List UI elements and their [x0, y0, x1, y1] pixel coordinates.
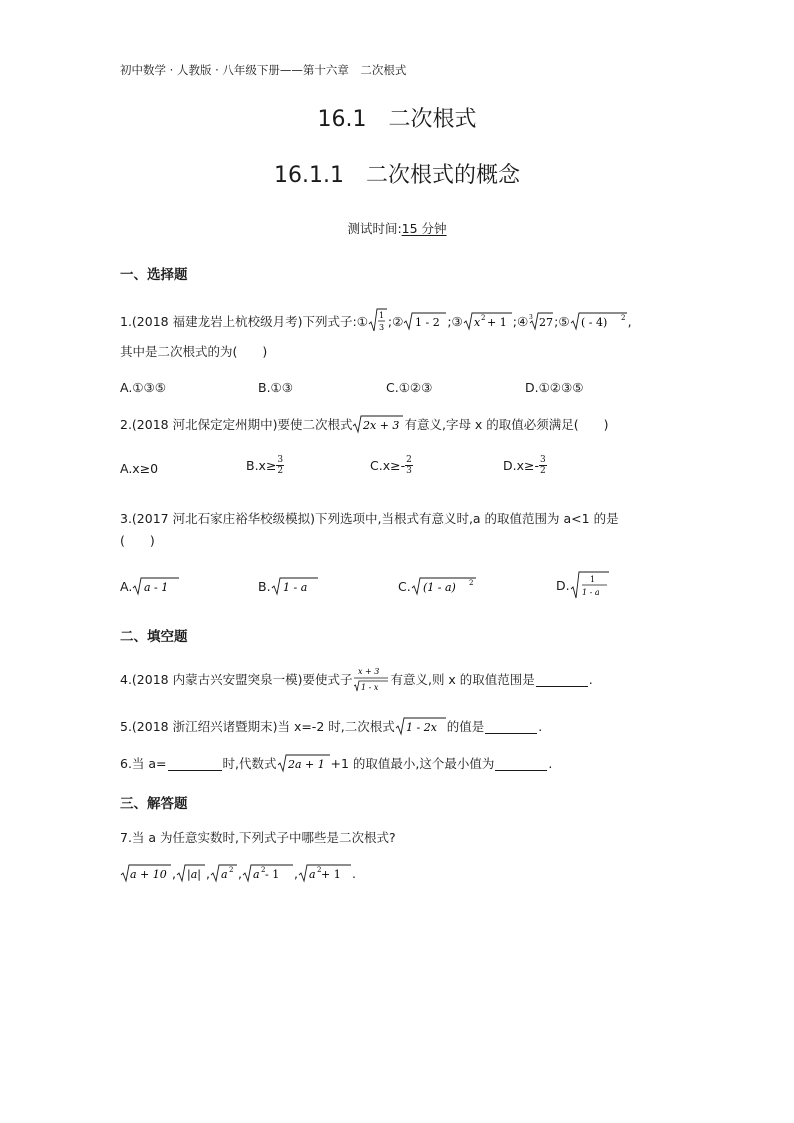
q6-end: .: [548, 755, 553, 771]
q3-option-b-label: B.: [258, 578, 271, 594]
q1-expr-2: [403, 311, 447, 331]
q3-option-d-label: D.: [556, 577, 570, 593]
svg-text:2: 2: [260, 866, 266, 874]
breadcrumb: 初中数学 · 人教版 · 八年级下册——第十六章 二次根式: [120, 63, 407, 77]
q7-r5b: + 1: [320, 868, 341, 881]
q3-option-b: [258, 576, 319, 596]
q7-sep-4: ,: [293, 865, 298, 881]
q2-option-b-label: B.x≥: [246, 458, 277, 473]
q3-option-c: [398, 576, 477, 596]
q3-radA: a - 1: [144, 581, 169, 594]
q3-radB: 1 - a: [282, 581, 307, 594]
q1-prefix: 1.(2018 福建龙岩上杭校级月考)下列式子:: [120, 314, 357, 329]
q4-suffix: 有意义,则 x 的取值范围是: [390, 672, 535, 687]
q1-end: ,: [627, 313, 632, 329]
q2-option-d-frac: [539, 455, 547, 476]
q1-mark-3: ;③: [447, 313, 463, 329]
q1-e3: x: [473, 316, 480, 329]
q7-expr-5: [298, 863, 352, 883]
q1-mark-2: ;②: [387, 313, 404, 329]
q2-c-num: 2: [406, 455, 412, 465]
q4-answer-blank: [536, 672, 588, 687]
q2-option-c-frac: [405, 455, 413, 476]
q1-mark-1: ①: [356, 313, 368, 329]
q2-d-num: 3: [539, 455, 546, 465]
q7-sep-1: ,: [172, 865, 176, 881]
section-heading-fill: 二、填空题: [120, 629, 188, 645]
q6-answer-blank-1: [168, 756, 222, 771]
question-5: [120, 715, 542, 737]
q1-mark-5: ;⑤: [554, 313, 570, 329]
q6-answer-blank-2: [495, 756, 547, 771]
q7-r3: a: [220, 868, 228, 881]
q3-numD: 1: [589, 575, 595, 584]
q1-e3b: + 1: [486, 316, 507, 329]
q1-option-d: D.①②③⑤: [525, 380, 584, 395]
question-7-expressions: [120, 862, 356, 884]
section-heading-answer: 三、解答题: [120, 796, 188, 812]
q3-option-b-expr: [271, 576, 319, 596]
q7-expr-2: [176, 863, 206, 883]
q2-option-d-label: D.x≥-: [503, 458, 539, 473]
svg-text:2: 2: [620, 314, 626, 322]
q2-option-b-frac: [276, 455, 284, 476]
q3-option-c-expr: [411, 576, 477, 596]
q1-e4-index: 3: [529, 314, 533, 321]
subsection-title: 16.1.1 二次根式的概念: [274, 163, 520, 188]
q1-e4: 27: [539, 316, 554, 329]
q1-option-a: A.①③⑤: [120, 380, 166, 395]
q2-expr: [352, 414, 404, 434]
q2-b-num: 3: [277, 455, 284, 465]
q1-expr-4: [528, 311, 554, 331]
question-3: 3.(2017 河北石家庄裕华校级模拟)下列选项中,当根式有意义时,a 的取值范围为 a<1 的是: [120, 511, 619, 526]
q3-denD: 1 - a: [581, 588, 600, 597]
q5-answer-blank: [485, 719, 537, 734]
q1-option-c: C.①②③: [386, 380, 433, 395]
svg-text:2: 2: [316, 866, 322, 874]
q2-d-den: 2: [539, 466, 546, 476]
q5-end: .: [538, 718, 543, 734]
q1-option-b: B.①③: [258, 380, 293, 395]
q2-option-c-label: C.x≥-: [370, 458, 406, 473]
svg-text:2: 2: [228, 866, 234, 874]
q5-expr: [395, 716, 447, 736]
q2-option-a: A.x≥0: [120, 461, 159, 476]
q1-mark-4: ;④: [512, 313, 529, 329]
q2-suffix: 有意义,字母 x 的取值必须满足( ): [404, 417, 609, 432]
question-6: [120, 752, 552, 774]
q4-num: x + 3: [358, 667, 380, 676]
svg-text:2: 2: [468, 579, 474, 587]
q1-expr-sqrt-frac: [368, 308, 388, 334]
q4-prefix: 4.(2018 内蒙古兴安盟突泉一模)要使式子: [120, 672, 353, 687]
test-time-label: 测试时间:: [347, 221, 402, 236]
q7-sep-2: ,: [205, 865, 210, 881]
q2-option-c: [370, 455, 413, 476]
q5-suffix: 的值是: [446, 719, 485, 734]
question-1-line-2: 其中是二次根式的为( ): [120, 344, 268, 359]
q7-expr-3: [210, 863, 238, 883]
q6-prefix: 6.当 a=: [120, 756, 167, 771]
q6-radicand: 2a + 1: [287, 758, 325, 771]
q3-option-a: [120, 576, 180, 596]
q7-r4b: - 1: [264, 868, 280, 881]
question-2: [120, 413, 609, 435]
q1-e2: 1 - 2: [415, 316, 441, 329]
q7-r5: a: [308, 868, 316, 881]
q1-frac-num: 1: [378, 311, 384, 320]
q2-option-b: [246, 455, 284, 476]
q1-e5: ( - 4): [580, 316, 607, 329]
q2-radicand: 2x + 3: [363, 419, 400, 432]
q2-b-den: 2: [277, 466, 284, 476]
q3-option-c-label: C.: [398, 578, 411, 594]
q2-prefix: 2.(2018 河北保定定州期中)要使二次根式: [120, 417, 353, 432]
question-1: [120, 310, 632, 332]
q1-expr-5: [570, 311, 628, 331]
q2-c-den: 3: [406, 466, 412, 476]
q7-end: .: [351, 865, 356, 881]
q6-expr: [277, 753, 331, 773]
test-time-value: 15 分钟: [401, 221, 447, 236]
q3-option-d-expr: [570, 570, 610, 600]
q7-r4: a: [252, 868, 260, 881]
test-time: [0, 219, 794, 237]
section-heading-choice: 一、选择题: [120, 267, 188, 283]
q7-expr-1: [120, 863, 172, 883]
q7-sep-3: ,: [237, 865, 242, 881]
q2-option-d: [503, 455, 547, 476]
q7-r1: a + 10: [130, 868, 167, 881]
question-7: 7.当 a 为任意实数时,下列式子中哪些是二次根式?: [120, 830, 396, 845]
q3-option-a-label: A.: [120, 578, 133, 594]
section-title: 16.1 二次根式: [317, 107, 477, 132]
question-4: [120, 664, 593, 694]
q3-option-d: [556, 570, 610, 600]
question-3-line-2: ( ): [120, 533, 155, 548]
q3-radC: (1 - a): [422, 581, 456, 594]
q5-radicand: 1 - 2x: [405, 721, 437, 734]
q1-frac-den: 3: [378, 323, 384, 332]
q4-end: .: [588, 671, 593, 687]
q6-mid: 时,代数式: [222, 756, 277, 771]
q5-prefix: 5.(2018 浙江绍兴诸暨期末)当 x=-2 时,二次根式: [120, 719, 395, 734]
q4-den: 1 - x: [361, 683, 379, 692]
q7-r2: |a|: [186, 868, 201, 881]
q7-expr-4: [242, 863, 294, 883]
q1-expr-3: [463, 311, 513, 331]
q3-option-a-expr: [132, 576, 180, 596]
svg-text:2: 2: [480, 314, 486, 322]
q4-expr: [352, 664, 390, 694]
q6-plus: +1 的取值最小,这个最小值为: [330, 756, 495, 771]
